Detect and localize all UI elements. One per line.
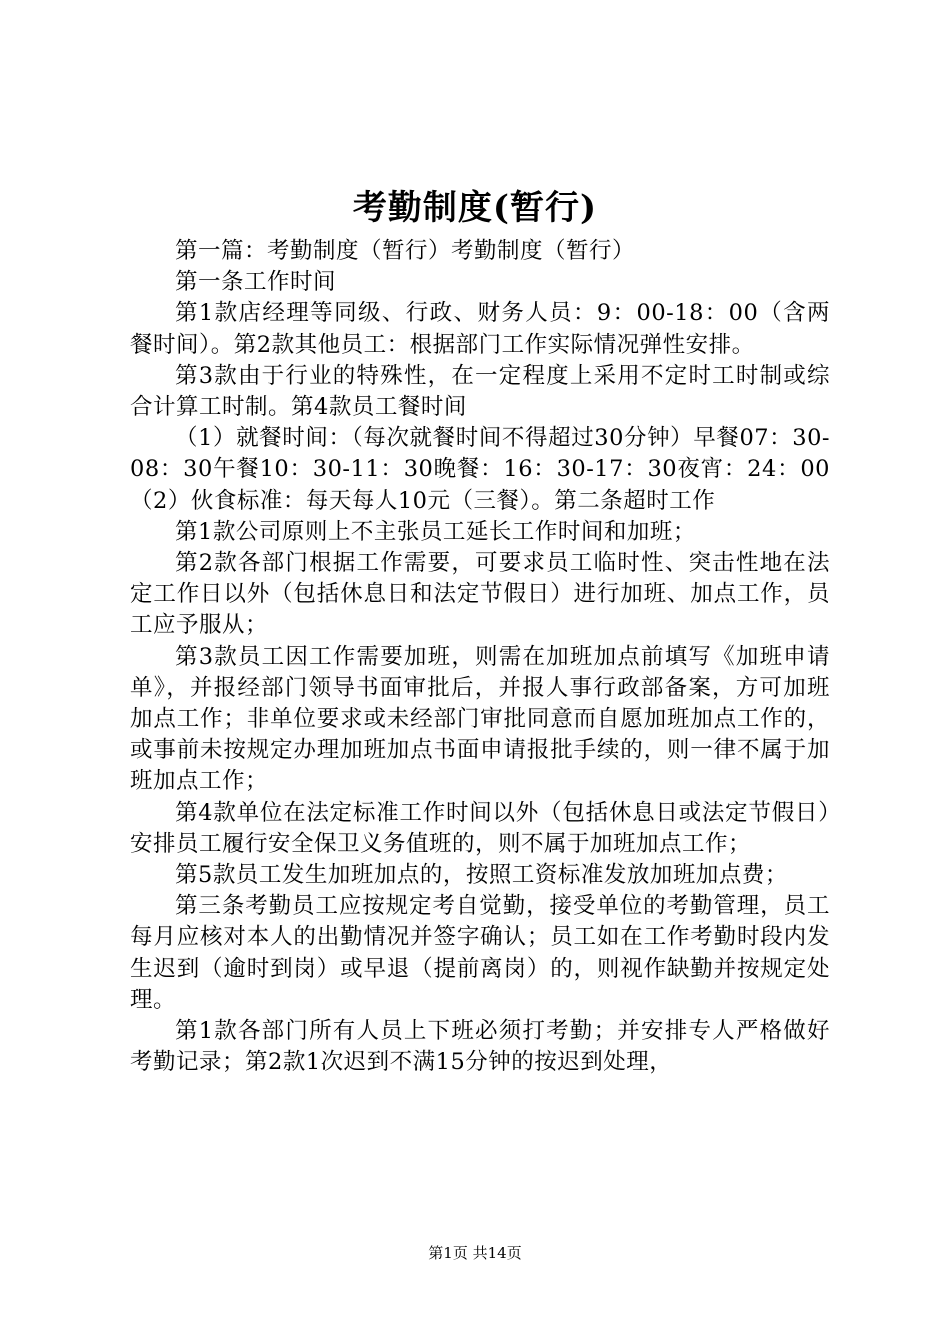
paragraph: 第2款各部门根据工作需要，可要求员工临时性、突击性地在法定工作日以外（包括休息日和法定节假日）进行加班、加点工作，员工应予服从； <box>130 550 830 639</box>
page-footer: 第1页 共14页 <box>428 1244 522 1262</box>
document-title: 考勤制度(暂行) <box>352 188 598 228</box>
paragraph: 第4款单位在法定标准工作时间以外（包括休息日或法定节假日）安排员工履行安全保卫义务值班的，则不属于加班加点工作； <box>130 799 830 857</box>
paragraph: 第1款各部门所有人员上下班必须打考勤；并安排专人严格做好考勤记录；第2款1次迟到不满15分钟的按迟到处理， <box>130 1018 830 1076</box>
paragraph: （1）就餐时间：（每次就餐时间不得超过30分钟）早餐07：30-08：30午餐10：30-11：30晚餐：16：30-17：30夜宵：24：00（2）伙食标准：每天每人10元（三餐）。第二条超时工作 <box>130 425 830 514</box>
paragraph: 第3款由于行业的特殊性，在一定程度上采用不定时工时制或综合计算工时制。第4款员工餐时间 <box>130 362 830 421</box>
paragraph: 第5款员工发生加班加点的，按照工资标准发放加班加点费； <box>175 862 788 889</box>
paragraph: 第一条工作时间 <box>175 269 337 296</box>
paragraph: 第三条考勤员工应按规定考自觉勤，接受单位的考勤管理，员工每月应核对本人的出勤情况并签字确认；员工如在工作考勤时段内发生迟到（逾时到岗）或早退（提前离岗）的，则视作缺勤并按规定处理。 <box>130 893 830 1013</box>
paragraph: 第3款员工因工作需要加班，则需在加班加点前填写《加班申请单》，并报经部门领导书面审批后，并报人事行政部备案，方可加班加点工作；非单位要求或未经部门审批同意而自愿加班加点工作的，或事前未按规定办理加班加点书面申请报批手续的，则一律不属于加班加点工作； <box>130 643 830 795</box>
paragraph: 第1款店经理等同级、行政、财务人员：9：00-18：00（含两餐时间）。第2款其他员工：根据部门工作实际情况弹性安排。 <box>130 300 830 358</box>
document-body <box>130 236 830 1078</box>
paragraph: 第1款公司原则上不主张员工延长工作时间和加班； <box>175 518 696 545</box>
paragraph: 第一篇：考勤制度（暂行）考勤制度（暂行） <box>175 238 636 264</box>
